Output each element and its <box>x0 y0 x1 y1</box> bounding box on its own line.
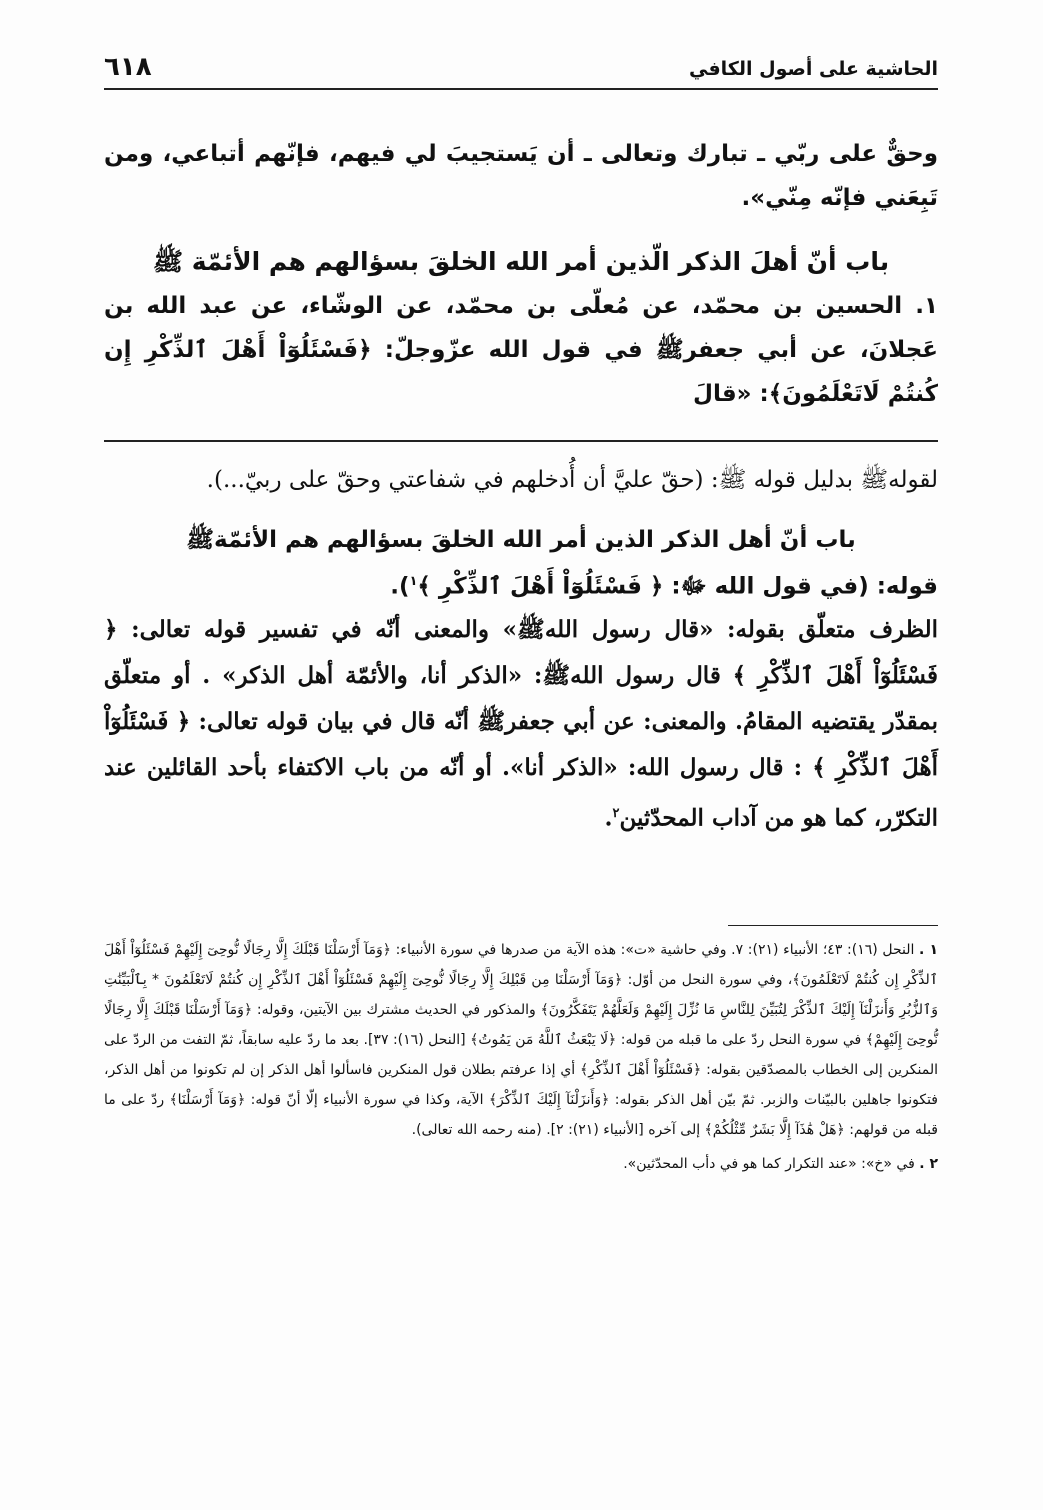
hadith-paragraph: ١. الحسين بن محمّد، عن مُعلّى بن محمّد، عن الوشّاء، عن عبد الله بن عَجلانَ، عن أبي جعفرﷺ في قول الله عزّوجلّ: ﴿فَسْئَلُوٓاْ أَهْلَ ٱلذِّكْرِ إِن كُنتُمْ لَاتَعْلَمُونَ﴾: «قالَ <box>104 293 938 407</box>
lemma-end: ). <box>390 573 410 600</box>
footnote-ref-2[interactable]: ٢ <box>612 805 620 821</box>
commentary-body-end: . <box>604 804 613 832</box>
header-divider <box>104 88 938 90</box>
footnote-text: النحل (١٦): ٤٣؛ الأنبياء (٢١): ٧. وفي حاشية «ت»: هذه الآية من صدرها في سورة الأنبياء: ﴿وَمَآ أَرْسَلْنَا قَبْلَكَ إِلَّا رِجَالًا نُّوحِىٓ إِلَيْهِمْ فَسْئَلُوٓاْ أَهْلَ ٱلذِّكْرِ إِن كُنتُمْ لَاتَعْلَمُونَ﴾، وفي سورة النحل من أوّل: ﴿وَمَآ أَرْسَلْنَا مِن قَبْلِكَ إِلَّا رِجَالًا نُّوحِىٓ إِلَيْهِمْ فَسْئَلُوٓاْ أَهْلَ ٱلذِّكْرِ إِن كُنتُمْ لَاتَعْلَمُونَ * بِٱلْبَيِّنَٰتِ وَٱلزُّبُرِ وَأَنزَلْنَآ إِلَيْكَ ٱلذِّكْرَ لِتُبَيِّنَ لِلنَّاسِ مَا نُزِّلَ إِلَيْهِمْ وَلَعَلَّهُمْ يَتَفَكَّرُونَ﴾ والمذكور في الحديث مشترك بين الآيتين، وقوله: ﴿وَمَآ أَرْسَلْنَا قَبْلَكَ إِلَّا رِجَالًا نُّوحِىٓ إِلَيْهِمْ﴾ في سورة النحل ردّ على ما قبله من قوله: ﴿لَا يَبْعَثُ ٱللَّهُ مَن يَمُوتُ﴾ [النحل (١٦): ٣٧]. بعد ما ردّ عليه سابقاً، ثمّ التفت من الردّ على المنكرين إلى الخطاب بالمصدّقين بقوله: ﴿فَسْئَلُوٓاْ أَهْلَ ٱلذِّكْرِ﴾ أي إذا عرفتم بطلان قول المنكرين فاسألوا أهل الذكر إن لم تكونوا من أهل الذكر، فتكونوا جاهلين بالبيّنات والزبر. ثمّ بيّن أهل الذكر بقوله: ﴿وَأَنزَلْنَآ إِلَيْكَ ٱلذِّكْرَ﴾ الآية، وكذا في سورة الأنبياء إلّا أنّ قوله: ﴿وَمَآ أَرْسَلْنَا﴾ ردّ على ما قبله من قولهم: ﴿هَلْ هَٰذَآ إِلَّا بَشَرٌ مِّثْلُكُمْ﴾ إلى آخره [الأنبياء (٢١): ٢]. (منه رحمه الله تعالى). <box>104 942 938 1138</box>
footnote-divider <box>728 925 938 926</box>
chapter-heading: باب أنّ أهلَ الذكر الّذين أمر الله الخلقَ بسؤالهم هم الأئمّة ﷺ <box>152 247 890 276</box>
lemma-text: قوله: (في قول الله ﷻ: ﴿ فَسْئَلُوٓاْ أَهْلَ ٱلذِّكْرِ ﴾ <box>417 573 938 600</box>
commentary-body-text: الظرف متعلّق بقوله: «قال رسول اللهﷺ» والمعنى أنّه في تفسير قوله تعالى: ﴿ فَسْئَلُوٓاْ أَهْلَ ٱلذِّكْرِ ﴾ قال رسول اللهﷺ: «الذكر أنا، والأئمّة أهل الذكر» . أو متعلّق بمقدّر يقتضيه المقامُ. والمعنى: عن أبي جعفرﷺ أنّه قال في بيان قوله تعالى: ﴿ فَسْئَلُوٓاْ أَهْلَ ٱلذِّكْرِ ﴾ : قال رسول الله: «الذكر أنا». أو أنّه من باب الاكتفاء بأحد القائلين عند التكرّر، كما هو من آداب المحدّثين <box>104 615 938 832</box>
footnotes <box>104 935 938 1179</box>
footnote-number: ٢ . <box>919 1156 938 1172</box>
opening-paragraph: وحقٌّ على ربّي ـ تبارك وتعالى ـ أن يَستجيبَ لي فيهم، فإنّهم أتباعي، ومن تَبِعَني فإنّه مِنّي». <box>104 141 938 211</box>
footnote-ref-1[interactable]: ١ <box>409 574 418 589</box>
commentary-first-line: لقولهﷺ بدليل قوله ﷺ: (حقّ عليَّ أن أُدخلهم في شفاعتي وحقّ على ربيّ...). <box>206 467 938 493</box>
text-commentary-divider <box>104 440 938 442</box>
commentary-lemma <box>104 562 938 607</box>
page-number: ٦١٨ <box>104 52 152 82</box>
footnote-1 <box>104 935 938 1145</box>
commentary-section <box>104 456 938 841</box>
running-title: الحاشية على أصول الكافي <box>688 58 938 80</box>
footnote-number: ١ . <box>919 942 938 958</box>
footnote-2 <box>104 1149 938 1179</box>
page-header <box>104 50 938 90</box>
commentary-body <box>104 607 938 842</box>
commentary-chapter-heading: باب أنّ أهل الذكر الذين أمر الله الخلقَ بسؤالهم هم الأئمّةﷺ <box>186 527 856 553</box>
main-text <box>104 132 938 416</box>
footnote-text: في «خ»: «عند التكرار كما هو في دأب المحدّثين». <box>623 1156 915 1172</box>
